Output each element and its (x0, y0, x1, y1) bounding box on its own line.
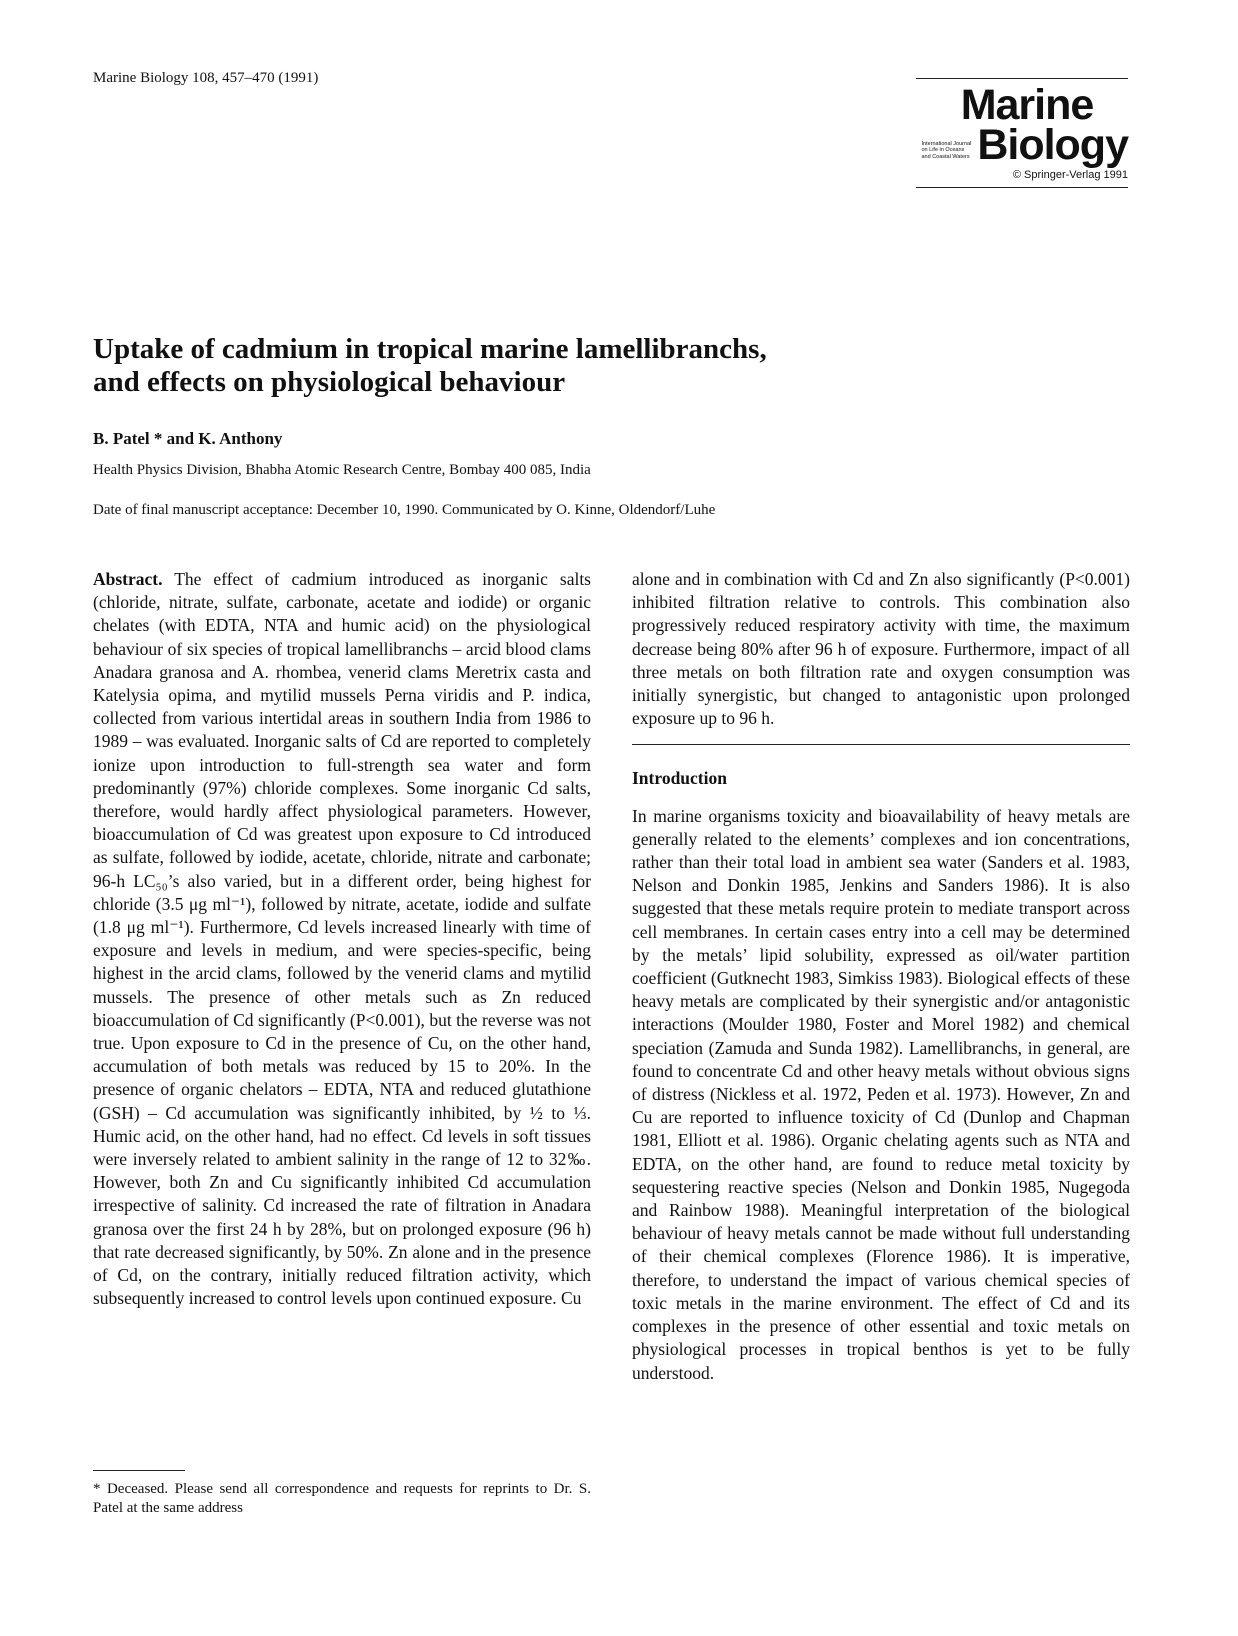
logo-tagline-line: on Life in Oceans (921, 147, 965, 153)
logo-word-marine: Marine (960, 81, 1094, 129)
abstract-label: Abstract. (93, 569, 163, 589)
introduction-heading: Introduction (632, 768, 727, 789)
logo-top-rule (916, 78, 1128, 79)
logo-bottom-rule (916, 187, 1128, 188)
copyright: © Springer-Verlag 1991 (1012, 169, 1128, 181)
section-divider (632, 744, 1130, 745)
introduction-text: In marine organisms toxicity and bioavailability of heavy metals are generally related to the elements’ complexes and ion concentrations, rather than their total load in ambient sea water (Sanders et al. 1983, Nelson and Donkin 1985, Jenkins and Sanders 1986). It is also suggested that these metals require protein to mediate transport across cell membranes. In certain cases entry into a cell may be determined by the metals’ lipid solubility, expressed as oil/water partition coefficient (Gutknecht 1983, Simkiss 1983). Biological effects of these heavy metals are complicated by their synergistic and/or antagonistic interactions (Moulder 1980, Foster and Morel 1982) and chemical speciation (Zamuda and Sunda 1982). Lamellibranchs, in general, are found to concentrate Cd and other heavy metals without obvious signs of distress (Nickless et al. 1972, Peden et al. 1973). However, Zn and Cu are reported to influence toxicity of Cd (Dunlop and Chapman 1981, Elliott et al. 1986). Organic chelating agents such as NTA and EDTA, on the other hand, are found to reduce metal toxicity by sequestering reactive species (Nelson and Donkin 1985, Nugegoda and Rainbow 1988). Meaningful interpretation of the biological behaviour of heavy metals cannot be made without full understanding of their chemical complexes (Florence 1986). It is imperative, therefore, to understand the impact of various chemical species of toxic metals in the marine environment. The effect of Cd and its complexes in the presence of other essential and toxic metals on physiological processes in tropical benthos is yet to be fully understood. (632, 805, 1130, 1383)
right-column (632, 568, 1130, 1385)
logo-row (916, 121, 1128, 169)
title-line: and effects on physiological behaviour (93, 366, 566, 398)
abstract-paragraph (93, 568, 591, 1311)
title-line: Uptake of cadmium in tropical marine lamellibranchs, (93, 333, 767, 365)
logo-word-biology: Biology (977, 121, 1128, 169)
footnote: * Deceased. Please send all correspondence and requests for reprints to Dr. S. Patel at the same address (93, 1481, 591, 1516)
article-title (93, 333, 993, 399)
abstract-continued: alone and in combination with Cd and Zn also significantly (P<0.001) inhibited filtration relative to controls. This combination also progressively reduced respiratory activity with time, the maximum decrease being 80% after 96 h of exposure. Furthermore, impact of all three metals on both filtration rate and oxygen consumption was initially synergistic, but changed to antagonistic upon prolonged exposure up to 96 h. (632, 569, 1130, 729)
journal-citation: Marine Biology 108, 457–470 (1991) (93, 70, 319, 86)
logo-tagline-line: and Coastal Waters (921, 153, 970, 160)
authors: B. Patel * and K. Anthony (93, 429, 283, 448)
logo-tagline-line: International Journal (921, 140, 972, 147)
journal-logo (916, 78, 1128, 188)
abstract-text: The effect of cadmium introduced as inorganic salts (chloride, nitrate, sulfate, carbonate, acetate and iodide) or organic chelates (with EDTA, NTA and humic acid) on the physiological behaviour of six species of tropical lamellibranchs – arcid blood clams Anadara granosa and A. rhombea, venerid clams Meretrix casta and Katelysia opima, and mytilid mussels Perna viridis and P. indica, collected from various intertidal areas in southern India from 1986 to 1989 – was evaluated. Inorganic salts of Cd are reported to completely ionize upon introduction to full-strength sea water and form predominantly (97%) chloride complexes. Some inorganic Cd salts, therefore, would hardly affect physiological parameters. However, bioaccumulation of Cd was greatest upon exposure to Cd introduced as sulfate, followed by iodide, acetate, chloride, nitrate and carbonate; 96-h LC₅₀’s also varied, but in a different order, being highest for chloride (3.5 μg ml⁻¹), followed by nitrate, acetate, iodide and sulfate (1.8 μg ml⁻¹). Furthermore, Cd levels increased linearly with time of exposure and levels in medium, and were species-specific, being highest in the arcid clams, followed by the venerid clams and mytilid mussels. The presence of other metals such as Zn reduced bioaccumulation of Cd significantly (P<0.001), but the reverse was not true. Upon exposure to Cd in the presence of Cu, on the other hand, accumulation of both metals was reduced by 15 to 20%. In the presence of organic chelators – EDTA, NTA and reduced glutathione (GSH) – Cd accumulation was significantly inhibited, by ½ to ⅓. Humic acid, on the other hand, had no effect. Cd levels in soft tissues were inversely related to ambient salinity in the range of 12 to 32‰. However, both Zn and Cu significantly inhibited Cd accumulation irrespective of salinity. Cd increased the rate of filtration in Anadara granosa over the first 24 h by 28%, but on prolonged exposure (96 h) that rate decreased significantly, by 50%. Zn alone and in the presence of Cd, on the contrary, initially reduced filtration activity, which subsequently increased to control levels upon continued exposure. Cu (93, 569, 591, 1309)
left-column (93, 568, 591, 1311)
affiliation: Health Physics Division, Bhabha Atomic Research Centre, Bombay 400 085, India (93, 462, 591, 478)
logo-tagline (921, 141, 971, 161)
footnote-rule (93, 1470, 185, 1471)
manuscript-dates: Date of final manuscript acceptance: December 10, 1990. Communicated by O. Kinne, Oldendorf/Luhe (93, 502, 716, 518)
